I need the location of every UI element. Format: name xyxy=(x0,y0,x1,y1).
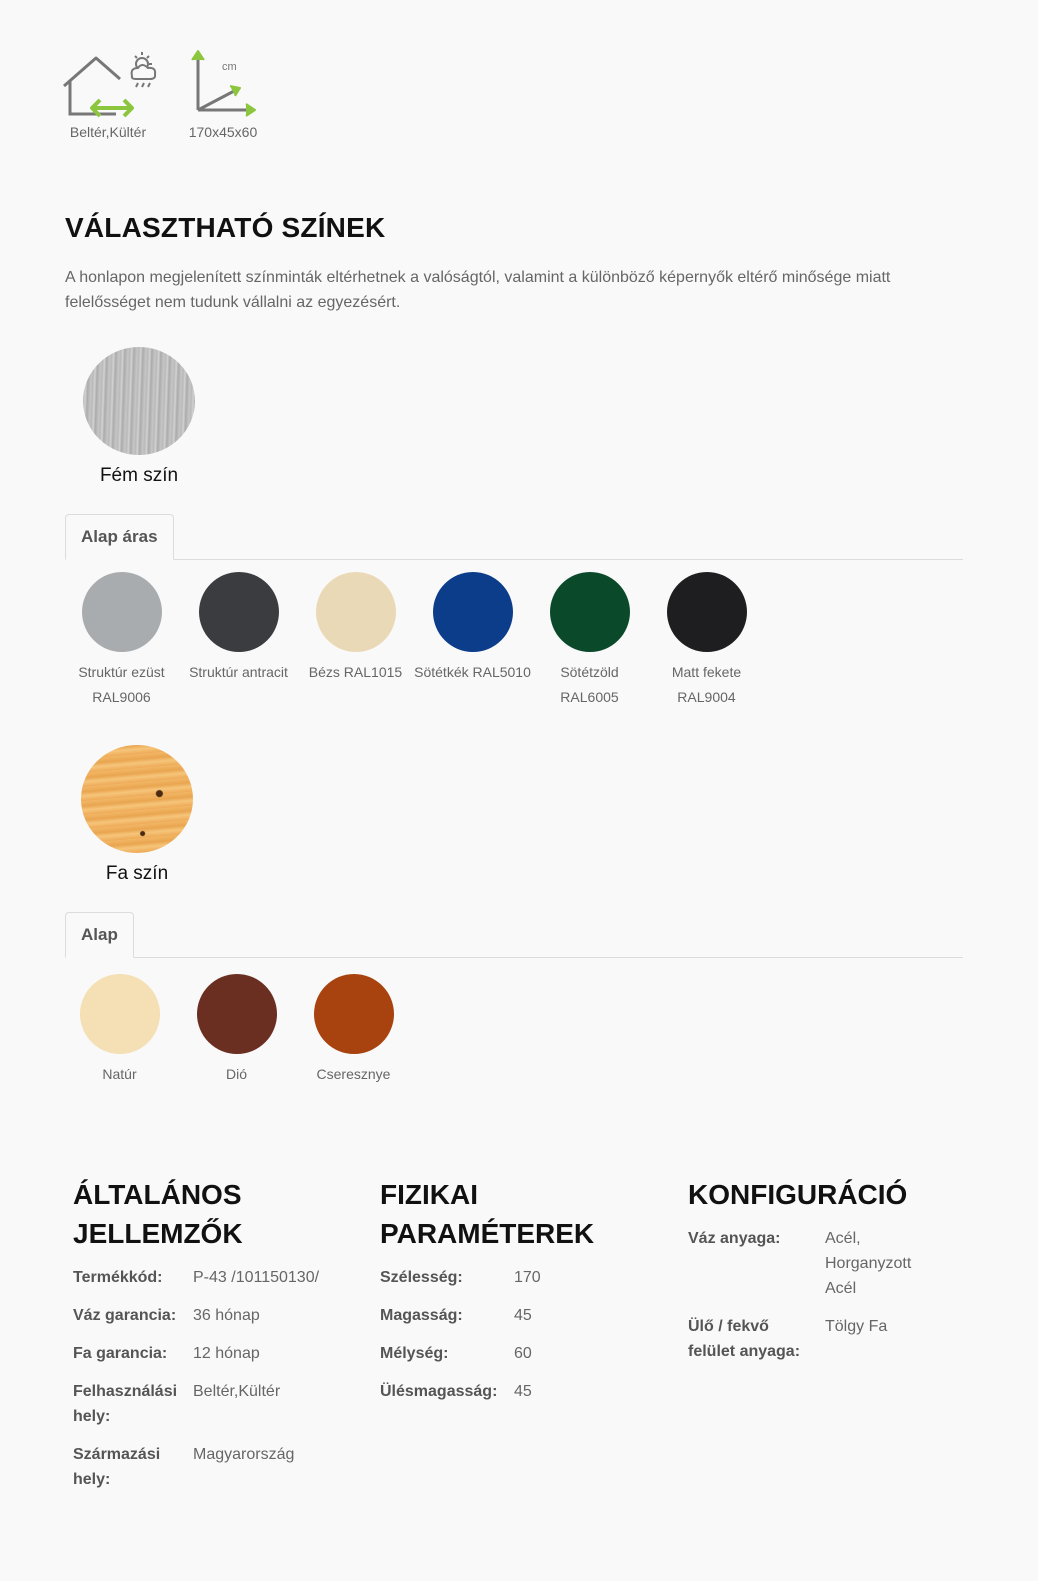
metal-color-group-label: Fém szín xyxy=(99,465,179,486)
spec-config-table xyxy=(688,1226,930,1377)
spec-physical-table xyxy=(380,1265,541,1417)
spec-row xyxy=(688,1314,930,1377)
swatch-circle xyxy=(316,572,396,652)
spec-row xyxy=(73,1442,319,1505)
spec-row xyxy=(73,1303,319,1341)
spec-row xyxy=(380,1379,541,1417)
spec-value: 12 hónap xyxy=(193,1345,260,1362)
spec-key: Fa garancia: xyxy=(73,1345,168,1362)
swatch-circle xyxy=(667,572,747,652)
spec-config-title: KONFIGURÁCIÓ xyxy=(688,1179,908,1210)
spec-physical xyxy=(380,1175,660,1417)
spec-key: Termékkód: xyxy=(73,1269,163,1286)
swatch-dio[interactable] xyxy=(178,974,295,1087)
spec-value: Acél, Horganyzott Acél xyxy=(825,1230,912,1297)
spec-key: Mélység: xyxy=(380,1345,449,1362)
spec-general xyxy=(73,1175,363,1505)
swatch-label: Sötétzöld RAL6005 xyxy=(560,664,619,705)
spec-row xyxy=(380,1341,541,1379)
spec-value: 36 hónap xyxy=(193,1307,260,1324)
metal-color-group xyxy=(82,347,196,487)
wood-tabbar xyxy=(65,912,963,958)
wood-color-group-label: Fa szín xyxy=(105,863,169,884)
spec-key: Magasság: xyxy=(380,1307,463,1324)
spec-general-table xyxy=(73,1265,319,1505)
spec-key: Szélesség: xyxy=(380,1269,463,1286)
color-disclaimer: A honlapon megjelenített színminták eltérhetnek a valóságtól, valamint a különböző képernyők eltérő minősége miatt felelősséget nem tudunk vállalni az egyezésért. xyxy=(65,269,891,311)
spec-value: 45 xyxy=(514,1383,532,1400)
house-weather-icon xyxy=(56,46,160,118)
swatch-label: Dió xyxy=(225,1066,247,1082)
spec-key: Váz garancia: xyxy=(73,1307,177,1324)
swatch-circle xyxy=(82,572,162,652)
spec-key: Váz anyaga: xyxy=(688,1230,781,1247)
colors-section-title: VÁLASZTHATÓ SZÍNEK xyxy=(65,212,386,243)
swatch-struktur-antracit[interactable] xyxy=(180,572,297,710)
swatch-circle xyxy=(199,572,279,652)
spec-physical-title: FIZIKAI PARAMÉTEREK xyxy=(380,1179,595,1249)
spec-value: Beltér,Kültér xyxy=(193,1383,281,1400)
wood-color-group xyxy=(80,745,194,885)
spec-row xyxy=(380,1303,541,1341)
feature-usage xyxy=(56,46,160,140)
swatch-circle xyxy=(550,572,630,652)
swatch-struktur-ezust[interactable] xyxy=(63,572,180,710)
spec-row xyxy=(73,1265,319,1303)
spec-value: Magyarország xyxy=(193,1446,295,1463)
swatch-circle xyxy=(314,974,394,1054)
swatch-label: Struktúr antracit xyxy=(189,664,288,680)
metal-texture-swatch xyxy=(83,347,195,455)
spec-value: 45 xyxy=(514,1307,532,1324)
tab-alap-aras[interactable]: Alap áras xyxy=(65,514,174,560)
swatch-label: Natúr xyxy=(102,1066,137,1082)
swatch-sotetzold[interactable] xyxy=(531,572,648,710)
swatch-label: Sötétkék RAL5010 xyxy=(414,664,531,680)
tab-alap[interactable]: Alap xyxy=(65,912,134,958)
spec-row xyxy=(73,1379,319,1442)
spec-value: Tölgy Fa xyxy=(825,1318,888,1335)
swatch-label: Struktúr ezüst RAL9006 xyxy=(78,664,165,705)
spec-row xyxy=(380,1265,541,1303)
spec-value: 60 xyxy=(514,1345,532,1362)
swatch-bezs[interactable] xyxy=(297,572,414,710)
dimensions-unit: cm xyxy=(222,61,237,73)
swatch-matt-fekete[interactable] xyxy=(648,572,765,710)
metal-tabbar xyxy=(65,514,963,560)
spec-row xyxy=(688,1226,930,1314)
feature-icons xyxy=(64,46,264,140)
metal-swatch-row xyxy=(63,572,765,710)
feature-dimensions-label: 170x45x60 xyxy=(188,124,258,140)
spec-general-title: ÁLTALÁNOS JELLEMZŐK xyxy=(73,1179,243,1249)
spec-key: Felhasználási hely: xyxy=(73,1383,178,1425)
spec-value: P-43 /101150130/ xyxy=(193,1269,320,1286)
spec-row xyxy=(73,1341,319,1379)
wood-texture-swatch xyxy=(81,745,193,853)
swatch-label: Bézs RAL1015 xyxy=(308,664,403,680)
feature-usage-label: Beltér,Kültér xyxy=(69,124,147,140)
swatch-circle xyxy=(80,974,160,1054)
swatch-circle xyxy=(433,572,513,652)
swatch-circle xyxy=(197,974,277,1054)
spec-key: Származási hely: xyxy=(73,1446,161,1488)
spec-key: Ülésmagasság: xyxy=(380,1383,498,1400)
swatch-sotetkek[interactable] xyxy=(414,572,531,710)
swatch-label: Cseresznye xyxy=(316,1066,391,1082)
wood-swatch-row xyxy=(61,974,412,1087)
swatch-cseresznye[interactable] xyxy=(295,974,412,1087)
swatch-natur[interactable] xyxy=(61,974,178,1087)
spec-config xyxy=(688,1175,968,1377)
spec-value: 170 xyxy=(514,1269,541,1286)
feature-dimensions xyxy=(182,46,264,140)
dimensions-axis-icon xyxy=(182,46,264,118)
spec-key: Ülő / fekvő felület anyaga: xyxy=(688,1318,801,1360)
swatch-label: Matt fekete RAL9004 xyxy=(671,664,742,705)
